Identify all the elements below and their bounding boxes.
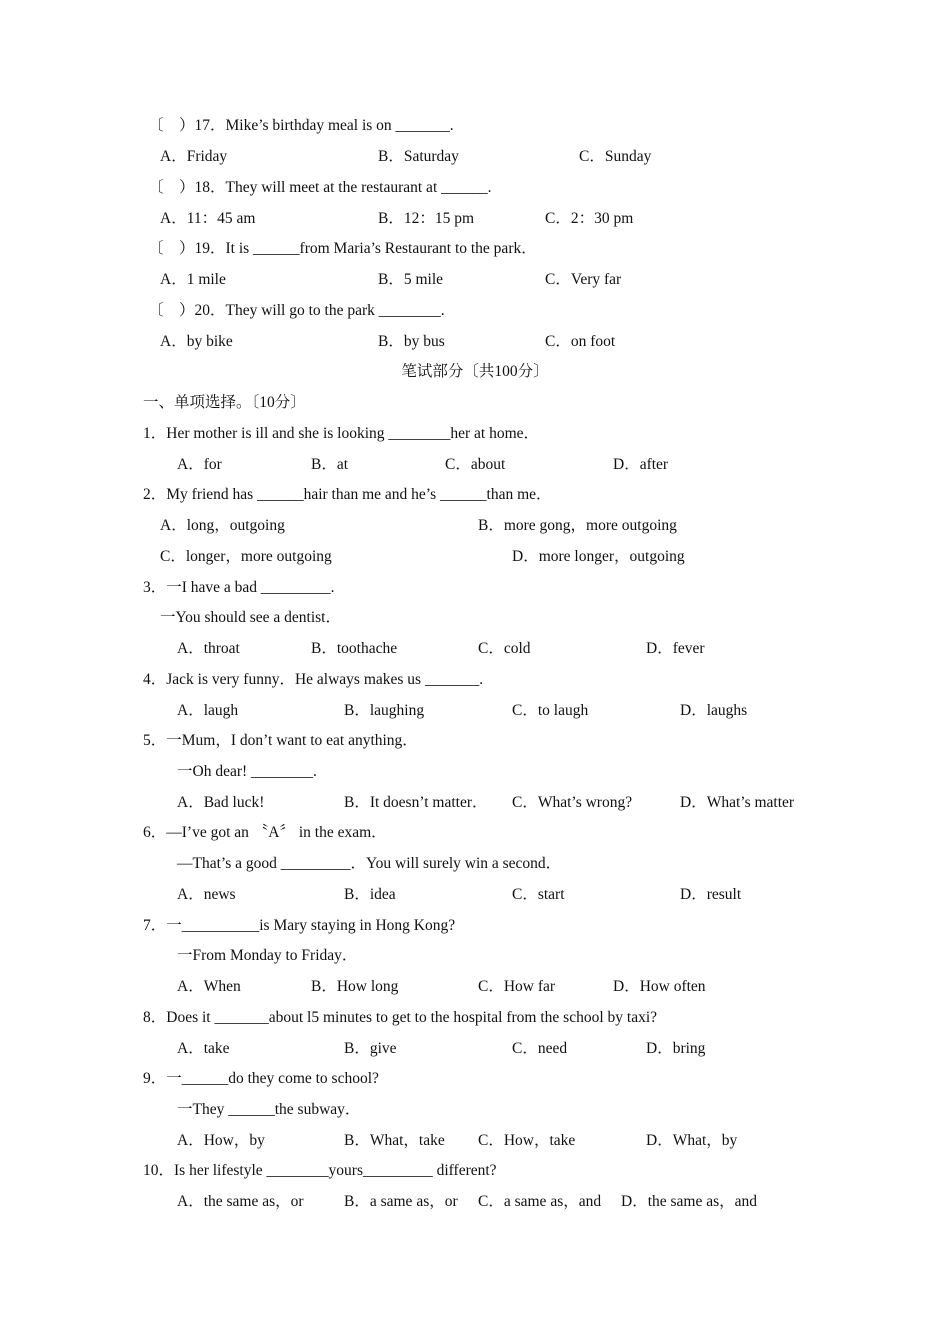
question-5-option-b: B．It doesn’t matter．: [344, 794, 488, 811]
question-4-option-d: D．laughs: [680, 702, 748, 719]
question-20-stem: 〔 ）20．They will go to the park ________.: [148, 302, 445, 319]
question-8-option-c: C．need: [512, 1040, 568, 1057]
question-19-option-b: B．5 mile: [378, 271, 444, 288]
question-2-stem: 2．My friend has ______hair than me and he’s ______than me．: [143, 486, 552, 503]
question-9-option-d: D．What，by: [646, 1132, 738, 1149]
question-7-reply: 一From Monday to Friday．: [177, 947, 358, 964]
question-8-option-a: A．take: [177, 1040, 230, 1057]
question-17-stem: 〔 ）17．Mike’s birthday meal is on _______.: [148, 117, 454, 134]
question-2-option-d: D．more longer，outgoing: [512, 548, 685, 565]
question-19-option-a: A．1 mile: [160, 271, 226, 288]
question-10-option-c: C．a same as，and: [478, 1193, 602, 1210]
question-7-stem: 7．一__________is Mary staying in Hong Kong?: [143, 917, 456, 934]
question-5-option-c: C．What’s wrong?: [512, 794, 633, 811]
question-4-option-a: A．laugh: [177, 702, 239, 719]
question-4-stem: 4．Jack is very funny．He always makes us _______.: [143, 671, 484, 688]
question-6-reply: —That’s a good _________．You will surely win a second．: [177, 855, 562, 872]
question-4-option-b: B．laughing: [344, 702, 425, 719]
question-19-option-c: C．Very far: [545, 271, 622, 288]
question-6-option-d: D．result: [680, 886, 742, 903]
question-2-option-a: A．long，outgoing: [160, 517, 285, 534]
question-2-option-c: C．longer，more outgoing: [160, 548, 332, 565]
question-1-option-a: A．for: [177, 456, 222, 473]
question-5-reply: 一Oh dear! ________.: [177, 763, 317, 780]
question-3-option-d: D．fever: [646, 640, 705, 657]
question-18-option-c: C．2：30 pm: [545, 210, 634, 227]
question-10-option-d: D．the same as，and: [621, 1193, 758, 1210]
question-8-option-d: D．bring: [646, 1040, 706, 1057]
question-17-option-b: B．Saturday: [378, 148, 459, 165]
section-1-heading: 一、单项选择。〔10分〕: [143, 394, 306, 411]
question-5-option-a: A．Bad luck!: [177, 794, 265, 811]
question-20-option-a: A．by bike: [160, 333, 233, 350]
question-6-option-c: C．start: [512, 886, 565, 903]
question-7-option-c: C．How far: [478, 978, 556, 995]
question-10-stem: 10．Is her lifestyle ________yours_________ different?: [143, 1162, 497, 1179]
question-8-option-b: B．give: [344, 1040, 397, 1057]
question-5-option-d: D．What’s matter: [680, 794, 795, 811]
question-6-option-b: B．idea: [344, 886, 396, 903]
question-9-option-b: B．What，take: [344, 1132, 445, 1149]
question-1-option-d: D．after: [613, 456, 669, 473]
question-9-option-a: A．How，by: [177, 1132, 265, 1149]
question-19-stem: 〔 ）19．It is ______from Maria’s Restaurant to the park．: [148, 240, 537, 257]
question-9-reply: 一They ______the subway．: [177, 1101, 361, 1118]
question-1-option-b: B．at: [311, 456, 349, 473]
question-9-option-c: C．How，take: [478, 1132, 576, 1149]
question-18-option-b: B．12：15 pm: [378, 210, 475, 227]
question-18-stem: 〔 ）18．They will meet at the restaurant at ______.: [148, 179, 492, 196]
question-17-option-c: C．Sunday: [579, 148, 652, 165]
question-3-option-b: B．toothache: [311, 640, 398, 657]
question-20-option-b: B．by bus: [378, 333, 445, 350]
question-8-stem: 8．Does it _______about l5 minutes to get to the hospital from the school by taxi?: [143, 1009, 658, 1026]
question-17-option-a: A．Friday: [160, 148, 228, 165]
question-20-option-c: C．on foot: [545, 333, 616, 350]
question-7-option-a: A．When: [177, 978, 241, 995]
question-3-stem: 3．一I have a bad _________.: [143, 579, 335, 596]
question-4-option-c: C．to laugh: [512, 702, 589, 719]
question-1-stem: 1．Her mother is ill and she is looking ________her at home．: [143, 425, 540, 442]
question-1-option-c: C．about: [445, 456, 506, 473]
question-5-stem: 5．一Mum，I don’t want to eat anything．: [143, 732, 418, 749]
question-10-option-b: B．a same as，or: [344, 1193, 458, 1210]
question-3-option-a: A．throat: [177, 640, 240, 657]
question-7-option-b: B．How long: [311, 978, 399, 995]
question-7-option-d: D．How often: [613, 978, 706, 995]
question-18-option-a: A．11：45 am: [160, 210, 256, 227]
question-3-option-c: C．cold: [478, 640, 531, 657]
question-6-stem: 6．—I’ve got an 〝A〞 in the exam．: [143, 824, 387, 841]
question-2-option-b: B．more gong，more outgoing: [478, 517, 677, 534]
question-9-stem: 9．一______do they come to school?: [143, 1070, 379, 1087]
question-3-reply: 一You should see a dentist．: [160, 609, 341, 626]
question-6-option-a: A．news: [177, 886, 236, 903]
written-part-title: 笔试部分〔共100分〕: [401, 363, 549, 380]
question-10-option-a: A．the same as，or: [177, 1193, 304, 1210]
